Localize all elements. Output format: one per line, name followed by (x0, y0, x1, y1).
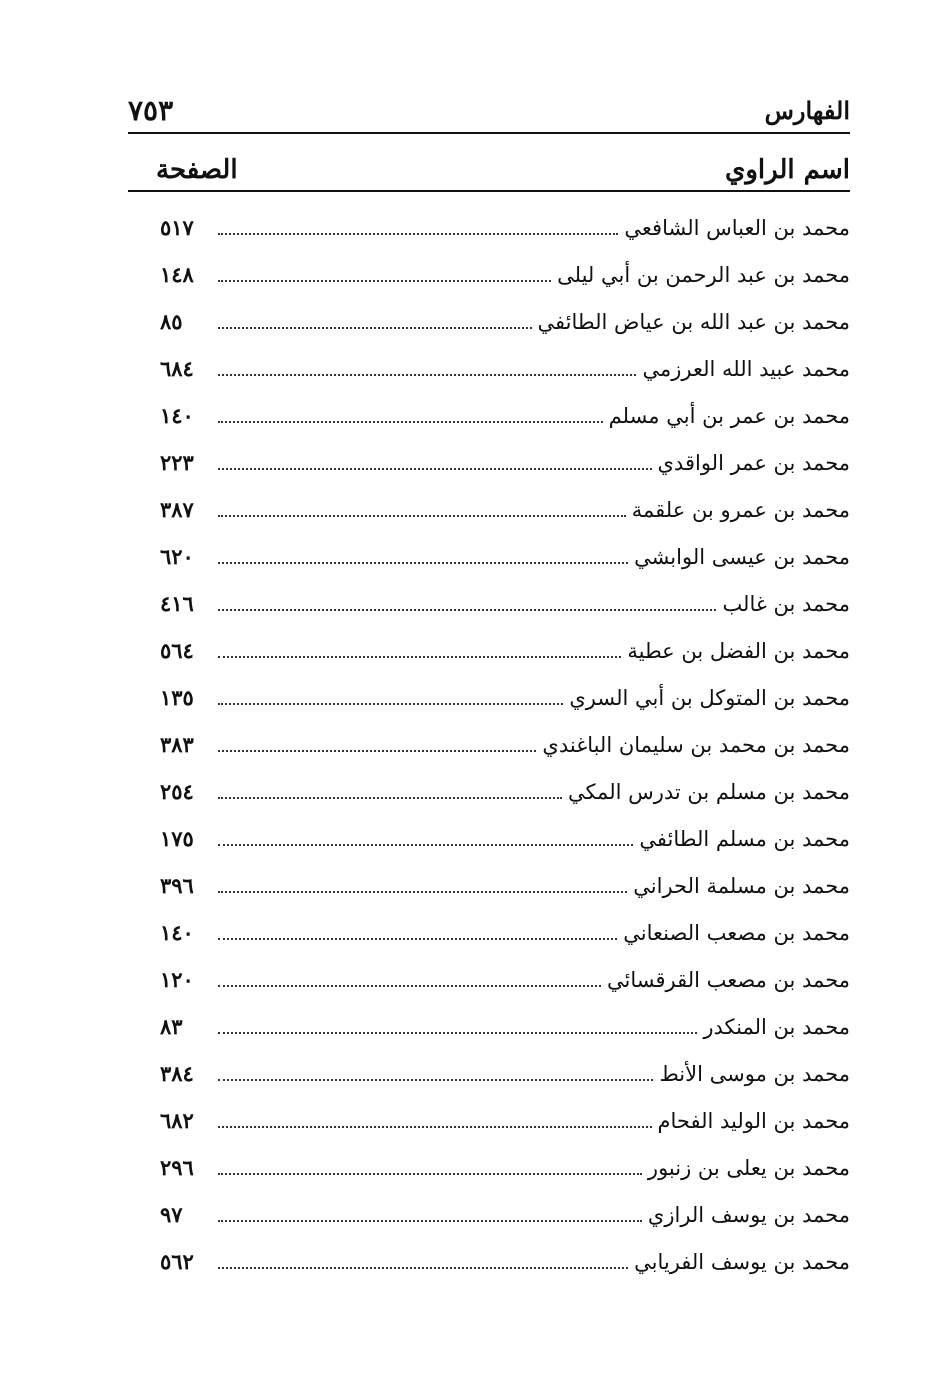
dot-leader (218, 1079, 653, 1081)
entry-narrator-name: محمد بن محمد بن سليمان الباغندي (542, 732, 850, 757)
entry-page-number: ٩٧ (160, 1202, 183, 1227)
index-entry (160, 674, 850, 721)
index-entry (160, 956, 850, 1003)
entry-page-number: ٢٥٤ (160, 779, 194, 804)
index-entry (160, 486, 850, 533)
entry-narrator-name: محمد بن مصعب القرقسائي (607, 967, 850, 992)
entry-page-number: ٥٦٤ (160, 638, 194, 663)
index-entry (160, 627, 850, 674)
index-entry (160, 1050, 850, 1097)
index-entry (160, 1238, 850, 1285)
entry-narrator-name: محمد بن المتوكل بن أبي السري (569, 685, 850, 710)
index-entry (160, 298, 850, 345)
entry-page-number: ٣٨٣ (160, 732, 194, 757)
entry-page-number: ٦٨٢ (160, 1108, 194, 1133)
dot-leader (218, 468, 652, 470)
entry-narrator-name: محمد بن الفضل بن عطية (627, 638, 850, 663)
entry-page-number: ٣٩٦ (160, 873, 194, 898)
entry-narrator-name: محمد بن مسلم الطائفي (639, 826, 850, 851)
entry-narrator-name: محمد بن عمر بن أبي مسلم (608, 403, 850, 428)
index-entry (160, 862, 850, 909)
entry-narrator-name: محمد بن مسلمة الحراني (633, 873, 850, 898)
dot-leader (218, 421, 603, 423)
dot-leader (218, 703, 563, 705)
dot-leader (218, 938, 617, 940)
entry-narrator-name: محمد بن يوسف الرازي (647, 1202, 850, 1227)
index-entry (160, 439, 850, 486)
page-number: ٧٥٣ (128, 93, 174, 127)
dot-leader (218, 797, 562, 799)
dot-leader (218, 1126, 652, 1128)
entry-narrator-name: محمد بن عبد الله بن عياض الطائفي (537, 309, 850, 334)
dot-leader (218, 844, 633, 846)
dot-leader (218, 233, 618, 235)
entry-narrator-name: محمد بن غالب (722, 591, 850, 616)
dot-leader (218, 750, 536, 752)
dot-leader (218, 1173, 642, 1175)
running-head (128, 88, 850, 134)
index-entry (160, 1097, 850, 1144)
index-entry (160, 1144, 850, 1191)
dot-leader (218, 891, 627, 893)
dot-leader (218, 985, 601, 987)
index-entry (160, 815, 850, 862)
dot-leader (218, 515, 626, 517)
dot-leader (218, 562, 628, 564)
index-entry (160, 392, 850, 439)
entry-page-number: ٤١٦ (160, 591, 194, 616)
index-entry (160, 1191, 850, 1238)
index-entry (160, 533, 850, 580)
dot-leader (218, 327, 532, 329)
entry-page-number: ١٤٠ (160, 920, 194, 945)
entry-page-number: ٦٢٠ (160, 544, 194, 569)
entry-page-number: ١٣٥ (160, 685, 194, 710)
entry-narrator-name: محمد عبيد الله العرزمي (642, 356, 850, 381)
entry-page-number: ٢٢٣ (160, 450, 194, 475)
entry-narrator-name: محمد بن الوليد الفحام (657, 1108, 850, 1133)
entry-page-number: ٥١٧ (160, 215, 194, 240)
page-column-header: الصفحة (156, 155, 238, 185)
entry-narrator-name: محمد بن يعلى بن زنبور (647, 1155, 850, 1180)
entry-page-number: ٨٥ (160, 309, 183, 334)
entry-narrator-name: محمد بن عيسى الوابشي (634, 544, 850, 569)
entry-page-number: ١٤٠ (160, 403, 194, 428)
dot-leader (218, 1220, 642, 1222)
index-entry (160, 345, 850, 392)
running-title: الفهارس (764, 95, 850, 125)
dot-leader (218, 1267, 628, 1269)
entry-page-number: ١٢٠ (160, 967, 194, 992)
entry-page-number: ١٤٨ (160, 262, 194, 287)
dot-leader (218, 280, 551, 282)
index-entry (160, 204, 850, 251)
entry-page-number: ٣٨٤ (160, 1061, 194, 1086)
entry-narrator-name: محمد بن مسلم بن تدرس المكي (567, 779, 850, 804)
entry-narrator-name: محمد بن عمرو بن علقمة (631, 497, 850, 522)
dot-leader (218, 1032, 697, 1034)
index-entry (160, 580, 850, 627)
entry-page-number: ١٧٥ (160, 826, 194, 851)
entry-page-number: ٨٣ (160, 1014, 183, 1039)
entry-narrator-name: محمد بن يوسف الفريابي (634, 1249, 850, 1274)
entry-narrator-name: محمد بن مصعب الصنعاني (623, 920, 850, 945)
entry-page-number: ٣٨٧ (160, 497, 194, 522)
narrator-name-column-header: اسم الراوي (725, 155, 850, 185)
entry-page-number: ٢٩٦ (160, 1155, 194, 1180)
index-entry (160, 721, 850, 768)
entry-page-number: ٥٦٢ (160, 1249, 194, 1274)
entry-narrator-name: محمد بن المنكدر (703, 1014, 850, 1039)
entry-narrator-name: محمد بن العباس الشافعي (624, 215, 850, 240)
index-entry (160, 909, 850, 956)
index-entry (160, 768, 850, 815)
column-headers (128, 150, 850, 192)
dot-leader (218, 374, 636, 376)
entry-narrator-name: محمد بن عمر الواقدي (657, 450, 850, 475)
entry-narrator-name: محمد بن عبد الرحمن بن أبي ليلى (557, 262, 850, 287)
index-entry (160, 251, 850, 298)
index-entries (160, 204, 850, 1285)
entry-narrator-name: محمد بن موسى الأنط (659, 1061, 850, 1086)
entry-page-number: ٦٨٤ (160, 356, 194, 381)
index-entry (160, 1003, 850, 1050)
dot-leader (218, 609, 716, 611)
dot-leader (218, 656, 621, 658)
